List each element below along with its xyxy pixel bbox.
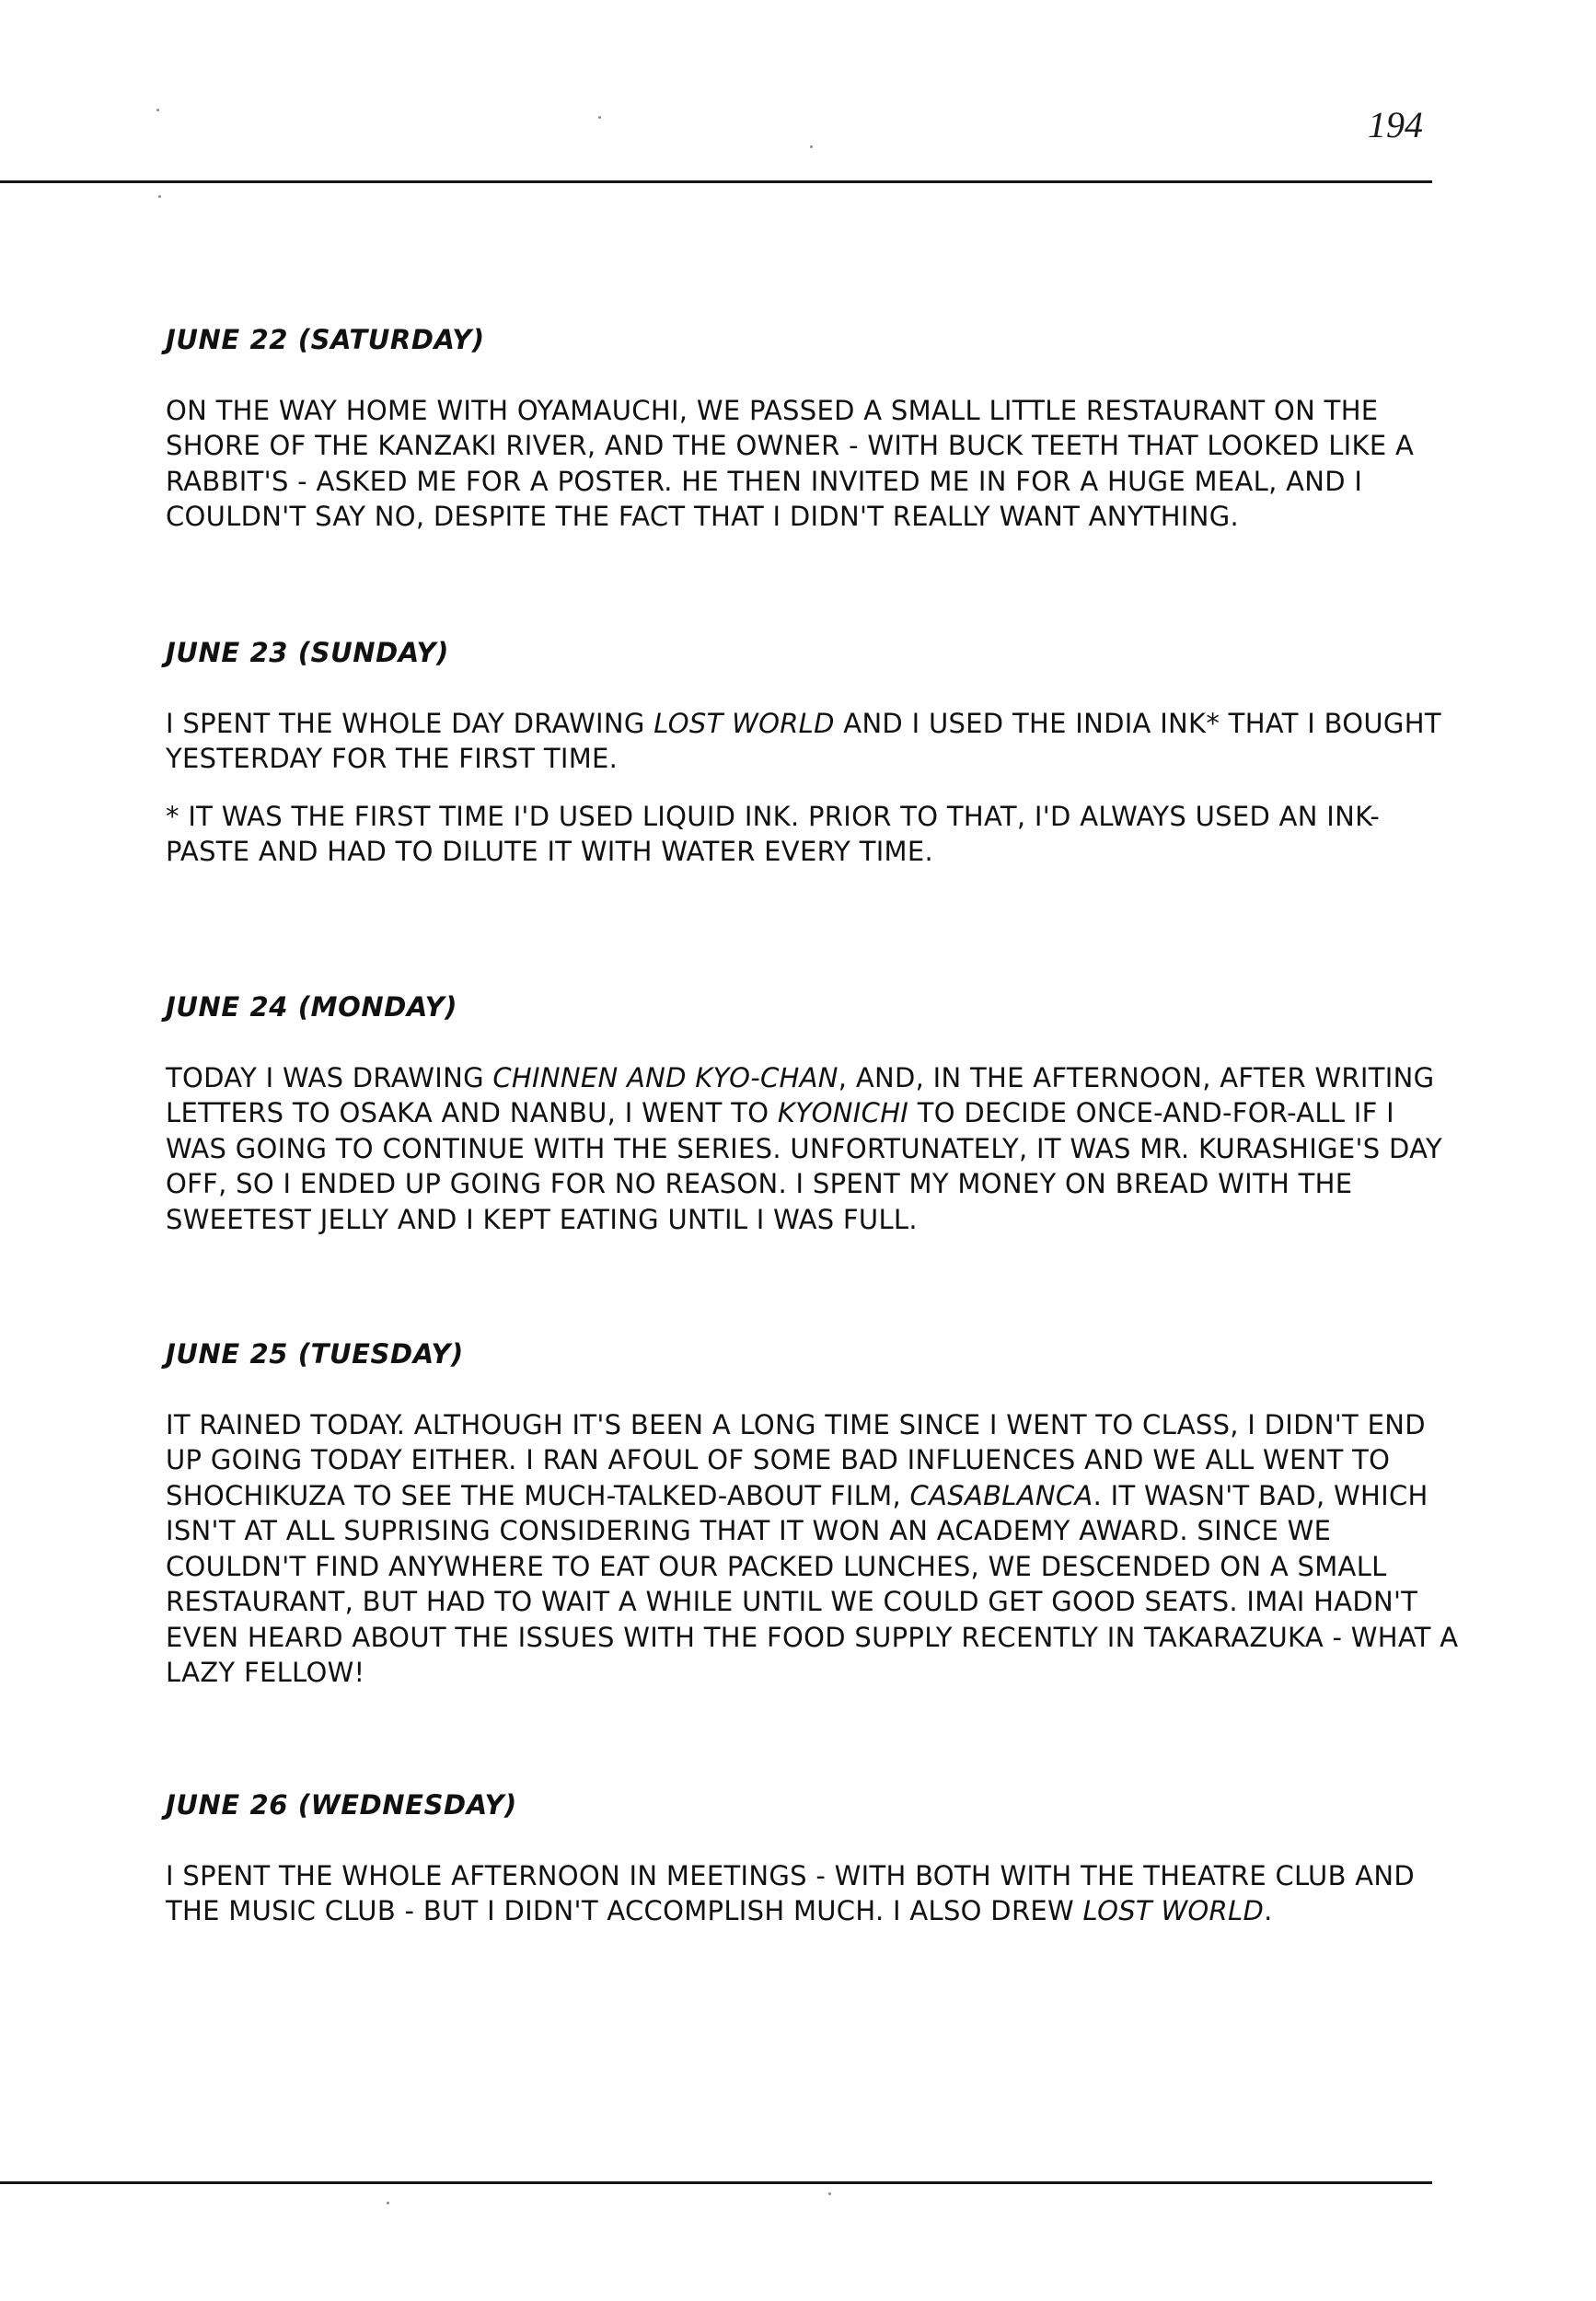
entry-body (166, 706, 1463, 777)
body-text: TO DECIDE ONCE-AND-FOR-ALL IF I WAS GOING TO CONTINUE WITH THE SERIES. UNFORTUNATELY, IT WAS MR. KURASHIGE'S DAY OFF, SO I ENDED UP GOING FOR NO REASON. I SPENT MY MONEY ON BREAD WITH THE SWEETEST JELLY AND I KEPT EATING UNTIL I WAS FULL. (166, 1097, 1443, 1235)
italic-title-text: LOST WORLD (653, 707, 835, 739)
italic-title-text: CASABLANCA (909, 1479, 1093, 1511)
footer-rule (0, 2181, 1432, 2184)
entry-date-heading: JUNE 23 (SUNDAY) (166, 637, 449, 668)
body-text: IT RAINED TODAY. ALTHOUGH IT'S BEEN A LONG TIME SINCE I WENT TO CLASS, I DIDN'T END UP GOING TODAY EITHER. I RAN AFOUL OF SOME BAD INFLUENCES AND WE ALL WENT TO SHOCHIKUZA TO SEE THE MUCH-TALKED-ABOUT FILM, (166, 1408, 1426, 1511)
diary-entry (166, 322, 1463, 535)
entry-body (166, 1407, 1463, 1691)
entry-date-heading: JUNE 25 (TUESDAY) (166, 1338, 464, 1370)
body-text: AND I USED THE INDIA INK* THAT I BOUGHT YESTERDAY FOR THE FIRST TIME. (166, 707, 1441, 774)
scan-speck (598, 116, 601, 119)
italic-title-text: LOST WORLD (1082, 1895, 1265, 1926)
body-text: , AND, IN THE AFTERNOON, AFTER WRITING LETTERS TO OSAKA AND NANBU, I WENT TO (166, 1061, 1435, 1128)
italic-title-text: CHINNEN AND KYO-CHAN (492, 1061, 838, 1093)
entry-date-heading: JUNE 24 (MONDAY) (166, 991, 458, 1023)
body-text: ON THE WAY HOME WITH OYAMAUCHI, WE PASSED A SMALL LITTLE RESTAURANT ON THE SHORE OF THE KANZAKI RIVER, AND THE OWNER - WITH BUCK TEETH THAT LOOKED LIKE A RABBIT'S - ASKED ME FOR A POSTER. HE THEN INVITED ME IN FOR A HUGE MEAL, AND I COULDN'T SAY NO, DESPITE THE FACT THAT I DIDN'T REALLY WANT ANYTHING. (166, 394, 1415, 532)
diary-entry (166, 1787, 1463, 1929)
italic-title-text: KYONICHI (777, 1097, 909, 1128)
body-text: TODAY I WAS DRAWING (166, 1061, 493, 1093)
scan-speck (828, 2192, 831, 2195)
body-text: . (1264, 1895, 1273, 1926)
body-text: . IT WASN'T BAD, WHICH ISN'T AT ALL SUPRISING CONSIDERING THAT IT WON AN ACADEMY AWARD. SINCE WE COULDN'T FIND ANYWHERE TO EAT OUR PACKED LUNCHES, WE DESCENDED ON A SMALL RESTAURANT, BUT HAD TO WAIT A WHILE UNTIL WE COULD GET GOOD SEATS. IMAI HADN'T EVEN HEARD ABOUT THE ISSUES WITH THE FOOD SUPPLY RECENTLY IN TAKARAZUKA - WHAT A LAZY FELLOW! (166, 1479, 1459, 1688)
entry-date-heading: JUNE 22 (SATURDAY) (166, 324, 485, 355)
diary-entry (166, 989, 1463, 1237)
header-rule (0, 180, 1432, 183)
body-text: I SPENT THE WHOLE AFTERNOON IN MEETINGS - WITH BOTH WITH THE THEATRE CLUB AND THE MUSIC CLUB - BUT I DIDN'T ACCOMPLISH MUCH. I ALSO DREW (166, 1859, 1416, 1926)
page-number: 194 (1368, 104, 1423, 145)
entry-footnote: * IT WAS THE FIRST TIME I'D USED LIQUID INK. PRIOR TO THAT, I'D ALWAYS USED AN INK-PASTE AND HAD TO DILUTE IT WITH WATER EVERY TIME. (166, 800, 1381, 867)
entry-date-heading: JUNE 26 (WEDNESDAY) (166, 1789, 517, 1821)
diary-entry (166, 1336, 1463, 1691)
scan-speck (156, 109, 159, 111)
scan-speck (158, 195, 161, 198)
body-text: I SPENT THE WHOLE DAY DRAWING (166, 707, 654, 739)
entry-body (166, 393, 1463, 535)
entry-body (166, 1858, 1463, 1929)
diary-entry (166, 635, 1463, 870)
scan-speck (810, 145, 813, 148)
scan-speck (387, 2202, 389, 2204)
entry-body (166, 1060, 1463, 1238)
